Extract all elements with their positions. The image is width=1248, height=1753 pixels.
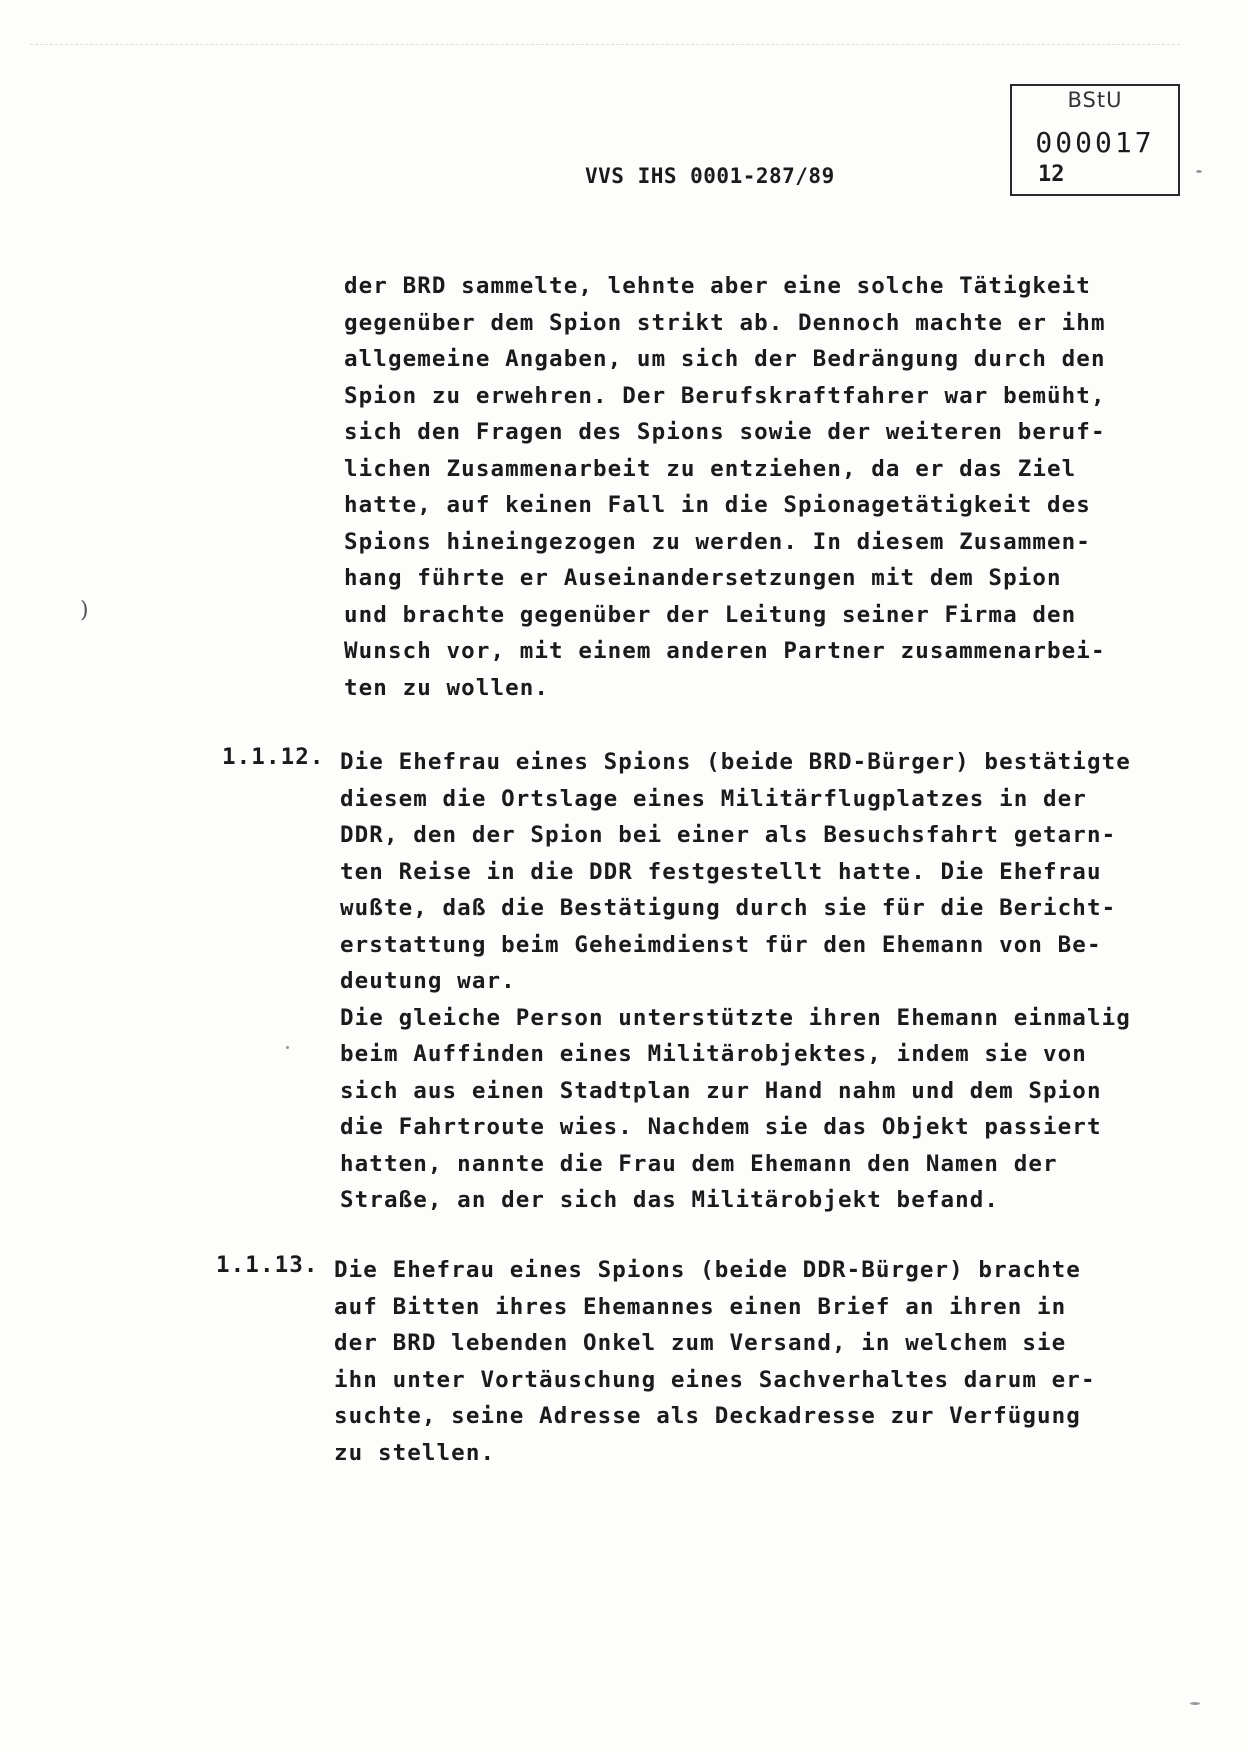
item-paragraph: Die Ehefrau eines Spions (beide DDR-Bürger) brachte auf Bitten ihres Ehemannes einen Brief an ihren in der BRD lebenden Onkel zum Versand, in welchem sie ihn unter Vortäuschung eines Sachverhaltes darum er- suchte, seine Adresse als Deckadresse zur Verfügung zu stellen.: [334, 1257, 1096, 1466]
item-number: 1.1.12.: [222, 744, 325, 770]
archive-stamp: [1010, 84, 1180, 196]
scan-speck: [1196, 170, 1202, 173]
item-number: 1.1.13.: [216, 1252, 319, 1278]
scan-speck: [286, 1046, 289, 1049]
scan-speck: [1190, 1702, 1200, 1705]
stamp-archive-label: BStU: [1067, 88, 1123, 112]
page-number: 12: [1038, 162, 1065, 187]
margin-mark: ): [80, 598, 89, 623]
document-reference: VVS IHS 0001-287/89: [585, 164, 835, 188]
stamp-number: 000017: [1035, 126, 1155, 159]
intro-paragraph: der BRD sammelte, lehnte aber eine solche Tätigkeit gegenüber dem Spion strikt ab. Dennoch machte er ihm allgemeine Angaben, um sich der Bedrängung durch den Spion zu erwehren. Der Berufskraftfahrer war bemüht, sich den Fragen des Spions sowie der weiteren beruf- lichen Zusammenarbeit zu entziehen, da er das Ziel hatte, auf keinen Fall in die Spionagetätigkeit des Spions hineingezogen zu werden. In diesem Zusammen- hang führte er Auseinandersetzungen mit dem Spion und brachte gegenüber der Leitung seiner Firma den Wunsch vor, mit einem anderen Partner zusammenarbei- ten zu wollen.: [344, 273, 1106, 701]
top-scan-rule: [30, 44, 1180, 45]
item-paragraph: Die Ehefrau eines Spions (beide BRD-Bürger) bestätigte diesem die Ortslage eines Militärflugplatzes in der DDR, den der Spion bei einer als Besuchsfahrt getarn- ten Reise in die DDR festgestellt hatte. Die Ehefrau wußte, daß die Bestätigung durch sie für die Bericht- erstattung beim Geheimdienst für den Ehemann von Be- deutung war. Die gleiche Person unterstützte ihren Ehemann einmalig beim Auffinden eines Militärobjektes, indem sie von sich aus einen Stadtplan zur Hand nahm und dem Spion die Fahrtroute wies. Nachdem sie das Objekt passiert hatten, nannte die Frau dem Ehemann den Namen der Straße, an der sich das Militärobjekt befand.: [340, 749, 1131, 1213]
